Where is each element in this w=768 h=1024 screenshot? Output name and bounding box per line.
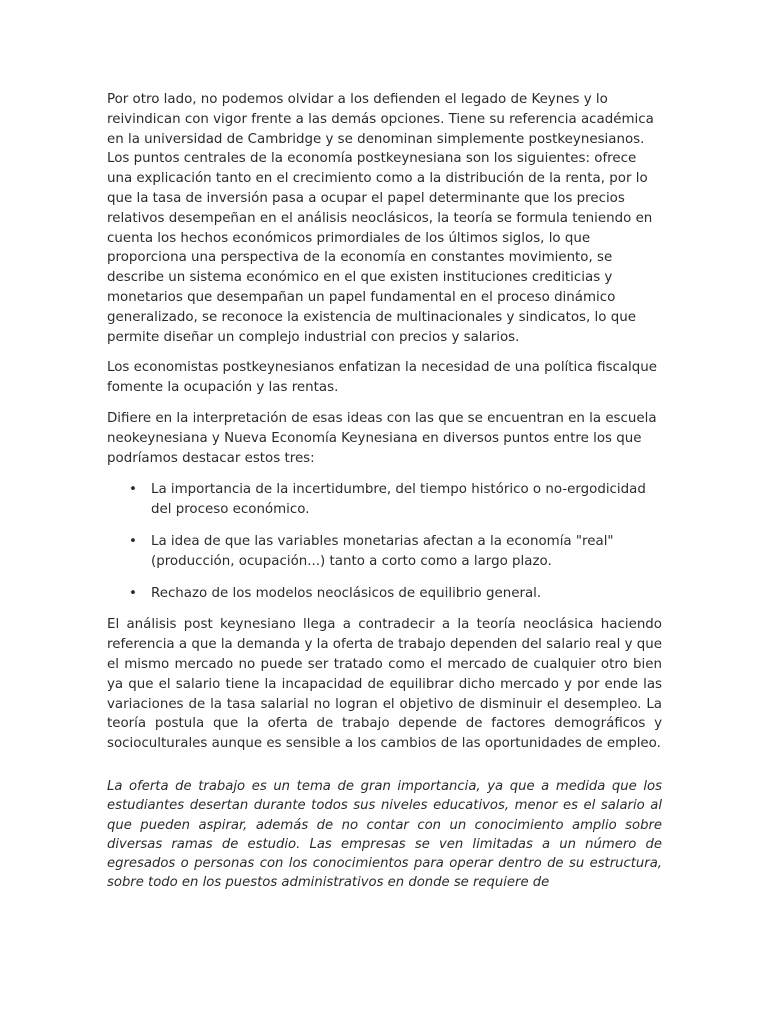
bullet-icon: • — [129, 482, 137, 498]
paragraph-labor-market-analysis: El análisis post keynesiano llega a contradecir a la teoría neoclásica haciendo referencia a que la demanda y la oferta de trabajo dependen del salario real y que el mismo mercado no puede ser tratado como el mercado de cualquier otro bien ya que el salario tiene la incapacidad de equilibrar dicho mercado y por ende las variaciones de la tasa salarial no logran el objetivo de disminuir el desempleo. La teoría postula que la oferta de trabajo depende de factores demográficos y socioculturales aunque es sensible a los cambios de las oportunidades de empleo. — [107, 617, 662, 752]
list-item — [129, 584, 662, 604]
bullet-list — [107, 480, 662, 603]
list-item — [129, 532, 662, 572]
paragraph-postkeynesian-intro: Por otro lado, no podemos olvidar a los defienden el legado de Keynes y lo reivindican con vigor frente a las demás opciones. Tiene su referencia académica en la universidad de Cambridge y se denominan simplemente postkeynesianos. Los puntos centrales de la economía postkeynesiana son los siguientes: ofrece una explicación tanto en el crecimiento como a la distribución de la renta, por lo que la tasa de inversión pasa a ocupar el papel determinante que los precios relativos desempeñan en el análisis neoclásicos, la teoría se formula teniendo en cuenta los hechos económicos primordiales de los últimos siglos, lo que proporciona una perspectiva de la economía en constantes movimiento, se describe un sistema económico en el que existen instituciones crediticias y monetarios que desempañan un papel fundamental en el proceso dinámico generalizado, se reconoce la existencia de multinacionales y sindicatos, lo que permite diseñar un complejo industrial con precios y salarios. — [107, 92, 654, 345]
document-page — [107, 90, 662, 893]
list-item-text: Rechazo de los modelos neoclásicos de equilibrio general. — [151, 585, 542, 601]
list-item-text: La idea de que las variables monetarias afectan a la economía "real" (producción, ocupación...) tanto a corto como a largo plazo. — [151, 533, 614, 569]
bullet-icon: • — [129, 533, 137, 549]
list-item-text: La importancia de la incertidumbre, del tiempo histórico o no-ergodicidad del proceso económico. — [151, 482, 646, 518]
paragraph-fiscal-policy: Los economistas postkeynesianos enfatizan la necesidad de una política fiscalque fomente la ocupación y las rentas. — [107, 360, 657, 396]
paragraph-labor-supply-italic: La oferta de trabajo es un tema de gran importancia, ya que a medida que los estudiantes desertan durante todos sus niveles educativos, menor es el salario al que pueden aspirar, además de no contar con un conocimiento amplio sobre diversas ramas de estudio. Las empresas se ven limitadas a un número de egresados o personas con los conocimientos para operar dentro de su estructura, sobre todo en los puestos administrativos en donde se requiere de — [107, 778, 662, 891]
bullet-icon: • — [129, 585, 137, 601]
list-item — [129, 480, 662, 520]
paragraph-differences: Difiere en la interpretación de esas ideas con las que se encuentran en la escuela neokeynesiana y Nueva Economía Keynesiana en diversos puntos entre los que podríamos destacar estos tres: — [107, 410, 657, 466]
